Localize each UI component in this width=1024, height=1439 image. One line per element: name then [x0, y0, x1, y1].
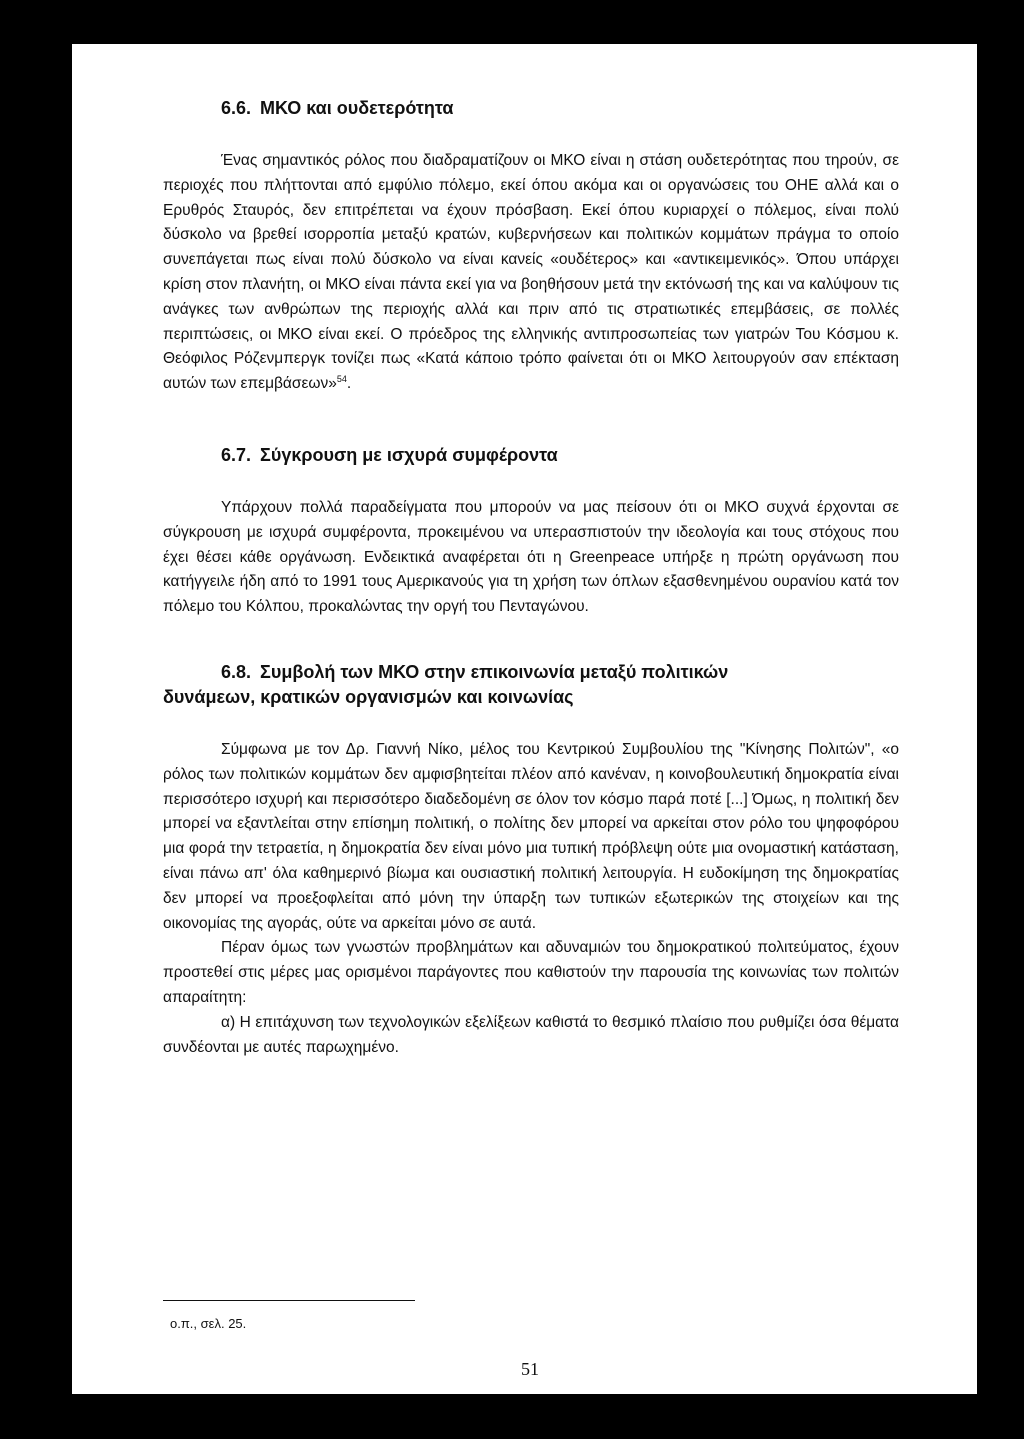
- section-6-8-heading: [163, 660, 899, 710]
- section-6-8-paragraph-1: Σύμφωνα με τον Δρ. Γιαννή Νίκο, μέλος του Κεντρικού Συμβουλίου της "Κίνησης Πολιτών", «ο ρόλος των πολιτικών κομμάτων δεν αμφισβητείται πλέον από κανέναν, η κοινοβουλευτική δημοκρατία είναι περισσότερο ισχυρή και περισσότερο διαδεδομένη σε όλον τον κόσμο παρά ποτέ [...] Όμως, η πολιτική δεν μπορεί να εξαντλείται στην επίσημη πολιτική, ο πολίτης δεν μπορεί να αρκείται στον ρόλο του ψηφοφόρου μια φορά την τετραετία, η δημοκρατία δεν είναι μόνο μια τυπική πρόβλεψη ούτε μια ονομαστική κατάσταση, είναι πάνω απ' όλα καθημερινό βίωμα και ουσιαστική πολιτική λειτουργία. Η ευδοκίμηση της δημοκρατίας δεν μπορεί να προεξοφλείται από μόνη την ύπαρξη των τυπικών εξωτερικών της στοιχείων και της οικονομίας της αγοράς, ούτε να αρκείται μόνο σε αυτά.: [163, 740, 899, 932]
- page-number: 51: [521, 1359, 539, 1379]
- section-6-8-number: 6.8.: [221, 661, 252, 682]
- footnote-divider: [163, 1300, 415, 1301]
- section-6-7-heading: [163, 443, 899, 468]
- section-6-6-paragraph: [163, 149, 899, 397]
- footnote-reference: 54: [336, 374, 347, 385]
- section-6-7-title: Σύγκρουση με ισχυρά συμφέροντα: [260, 444, 558, 465]
- section-6-6-number: 6.6.: [221, 98, 252, 118]
- section-6-8-title-line1: Συμβολή των ΜΚΟ στην επικοινωνία μεταξύ πολιτικών: [260, 661, 729, 682]
- document-body: [163, 96, 899, 1060]
- section-6-6-heading: [163, 96, 899, 121]
- section-6-8-heading-line1: [163, 660, 899, 685]
- section-6-6-paragraph-text: Ένας σημαντικός ρόλος που διαδραματίζουν οι ΜΚΟ είναι η στάση ουδετερότητας που τηρούν, σε περιοχές που πλήττονται από εμφύλιο πόλεμο, εκεί όπου ακόμα και οι οργανώσεις του ΟΗΕ αλλά και ο Ερυθρός Σταυρός, δεν επιτρέπεται να έχουν πρόσβαση. Εκεί όπου κυριαρχεί ο πόλεμος, είναι πολύ δύσκολο να βρεθεί ισορροπία μεταξύ κρατών, κυβερνήσεων και πολιτικών κομμάτων πράγμα το οποίο συνεπάγεται πως είναι πολύ δύσκολο να είναι κανείς «ουδέτερος» και «αντικειμενικός». Όπου υπάρχει κρίση στον πλανήτη, οι ΜΚΟ είναι πάντα εκεί για να βοηθήσουν μετά την εκτόνωσή της και να καλύψουν τις ανάγκες των ανθρώπων της περιοχής αλλά και πριν από τις στρατιωτικές επεμβάσεις, σε πολλές περιπτώσεις, οι ΜΚΟ είναι εκεί. Ο πρόεδρος της ελληνικής αντιπροσωπείας των γιατρών Του Κόσμου κ. Θεόφιλος Ρόζενμπεργκ τονίζει πως «Κατά κάποιο τρόπο φαίνεται ότι οι ΜΚΟ λειτουργούν σαν επέκταση αυτών των επεμβάσεων»: [163, 152, 899, 393]
- section-6-8-list-item-a: α) Η επιτάχυνση των τεχνολογικών εξελίξεων καθιστά το θεσμικό πλαίσιο που ρυθμίζει όσα θέματα συνδέονται με αυτές παρωχημένο.: [163, 1013, 899, 1056]
- footnote-54: ο.π., σελ. 25.: [170, 1316, 247, 1331]
- section-6-7-paragraph: Υπάρχουν πολλά παραδείγματα που μπορούν να μας πείσουν ότι οι ΜΚΟ συχνά έρχονται σε σύγκρουση με ισχυρά συμφέροντα, προκειμένου να υπερασπιστούν την ιδεολογία και τους στόχους που έχει θέσει κάθε οργάνωση. Ενδεικτικά αναφέρεται ότι η Greenpeace υπήρξε η πρώτη οργάνωση που κατήγγειλε ήδη από το 1991 τους Αμερικανούς για τη χρήση των όπλων εξασθενημένου ουρανίου κατά τον πόλεμο του Κόλπου, προκαλώντας την οργή του Πενταγώνου.: [163, 498, 899, 616]
- section-6-8-paragraph-2: Πέραν όμως των γνωστών προβλημάτων και αδυναμιών του δημοκρατικού πολιτεύματος, έχουν προστεθεί στις μέρες μας ορισμένοι παράγοντες που καθιστούν την παρουσία της κοινωνίας των πολιτών απαραίτητη:: [163, 939, 899, 1006]
- section-6-6-paragraph-end: .: [346, 375, 352, 393]
- section-6-8-title-line2: δυνάμεων, κρατικών οργανισμών και κοινωνίας: [163, 686, 574, 707]
- section-6-6-title: ΜΚΟ και ουδετερότητα: [260, 98, 454, 118]
- section-6-7-number: 6.7.: [221, 444, 252, 465]
